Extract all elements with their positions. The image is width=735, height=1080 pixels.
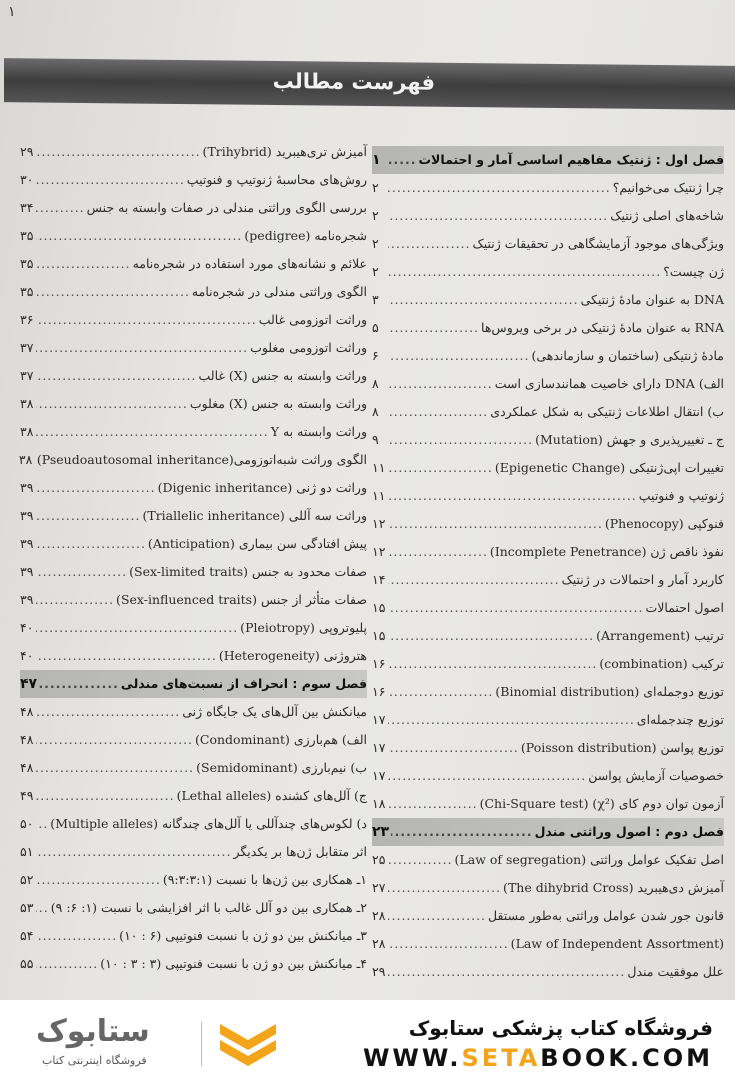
dot-leader bbox=[388, 174, 611, 202]
dot-leader bbox=[36, 502, 140, 530]
toc-left-column bbox=[20, 138, 367, 978]
toc-entry bbox=[20, 558, 367, 586]
toc-entry bbox=[372, 510, 724, 538]
toc-page-number: ۵ bbox=[372, 320, 379, 335]
toc-entry bbox=[20, 614, 367, 642]
toc-entry bbox=[20, 250, 367, 278]
toc-entry bbox=[372, 314, 724, 342]
url-suffix: BOOK.COM bbox=[540, 1044, 713, 1072]
toc-entry-title: اصل تفکیک عوامل وراثتی (Law of segregation) bbox=[454, 852, 724, 867]
toc-entry bbox=[20, 922, 367, 950]
dot-leader bbox=[36, 950, 98, 978]
toc-entry-title: صفات متأثر از جنس (Sex-influenced traits) bbox=[116, 592, 367, 607]
toc-page-number: ۱۵ bbox=[372, 628, 386, 643]
dot-leader bbox=[388, 398, 488, 426]
toc-entry-title: وراثت اتوزومی غالب bbox=[258, 312, 367, 327]
url-accent: SETA bbox=[461, 1044, 541, 1072]
toc-chapter-heading bbox=[372, 818, 724, 846]
dot-leader bbox=[36, 334, 248, 362]
toc-entry bbox=[372, 454, 724, 482]
dot-leader bbox=[36, 530, 146, 558]
dot-leader bbox=[388, 846, 453, 874]
toc-entry-title: کاربرد آمار و احتمالات در ژنتیک bbox=[561, 572, 724, 587]
toc-page-number: ۱۶ bbox=[372, 656, 386, 671]
toc-entry bbox=[20, 418, 367, 446]
toc-entry-title: توزیع چندجمله‌ای bbox=[636, 712, 724, 727]
dot-leader bbox=[36, 222, 242, 250]
toc-entry bbox=[20, 222, 367, 250]
toc-page-number: ۴۰ bbox=[20, 620, 34, 635]
toc-entry-title: ب) نیم‌بارزی (Semidominant) bbox=[196, 760, 367, 775]
toc-entry bbox=[372, 398, 724, 426]
dot-leader bbox=[388, 762, 586, 790]
toc-chapter-heading bbox=[372, 146, 724, 174]
toc-entry bbox=[20, 362, 367, 390]
toc-page-number: ۵۴ bbox=[20, 928, 34, 943]
dot-leader bbox=[388, 538, 488, 566]
toc-entry bbox=[20, 754, 367, 782]
toc-page-number: ۱۷ bbox=[372, 768, 386, 783]
toc-entry bbox=[20, 866, 367, 894]
toc-entry-title: شاخه‌های اصلی ژنتیک bbox=[610, 208, 724, 223]
dot-leader bbox=[36, 278, 190, 306]
toc-page-number: ۵۰ bbox=[20, 816, 34, 831]
toc-page-number: ۳۸ bbox=[18, 452, 33, 467]
dot-leader bbox=[388, 454, 493, 482]
toc-page-number: ۳۷ bbox=[20, 340, 34, 355]
toc-entry-title: ژن چیست؟ bbox=[663, 264, 724, 279]
toc-entry bbox=[372, 202, 724, 230]
toc-page-number: ۳۵ bbox=[20, 228, 34, 243]
dot-leader bbox=[36, 558, 127, 586]
dot-leader bbox=[388, 258, 661, 286]
toc-entry-title: وراثت وابسته به Y bbox=[270, 424, 367, 439]
toc-page-number: ۱۷ bbox=[372, 712, 386, 727]
toc-page-number: ۲۷ bbox=[372, 880, 386, 895]
toc-page-number: ۱ bbox=[372, 152, 381, 168]
toc-page-number: ۳۹ bbox=[20, 480, 34, 495]
dot-leader bbox=[36, 614, 238, 642]
toc-entry-title: DNA به عنوان مادهٔ ژنتیکی bbox=[580, 292, 724, 307]
dot-leader bbox=[36, 810, 48, 838]
toc-page-number: ۳۹ bbox=[20, 508, 34, 523]
toc-entry-title: هتروژنی (Heterogeneity) bbox=[218, 648, 367, 663]
toc-entry-title: بررسی الگوی وراثتی مندلی در صفات وابسته به جنس bbox=[86, 200, 367, 215]
toc-entry-title: مادهٔ ژنتیکی (ساختمان و سازماندهی) bbox=[531, 348, 724, 363]
toc-entry bbox=[20, 334, 367, 362]
toc-entry-title: علائم و نشانه‌های مورد استفاده در شجره‌نامه bbox=[132, 256, 367, 271]
toc-entry-title: الگوی وراثت شبه‌اتوزومی(Pseudoautosomal inheritance) bbox=[36, 452, 367, 467]
dot-leader bbox=[36, 418, 269, 446]
toc-page-number: ۳۰ bbox=[20, 172, 34, 187]
dot-leader bbox=[36, 866, 161, 894]
toc-entry bbox=[20, 446, 367, 474]
dot-leader bbox=[36, 838, 231, 866]
toc-page-number: ۱۸ bbox=[372, 796, 386, 811]
toc-chapter-heading bbox=[20, 670, 367, 698]
toc-page-number: ۱۶ bbox=[372, 684, 386, 699]
toc-page-number: ۳ bbox=[372, 292, 379, 307]
dot-leader bbox=[388, 930, 509, 958]
toc-page-number: ۵۵ bbox=[20, 956, 34, 971]
dot-leader bbox=[36, 726, 193, 754]
dot-leader bbox=[388, 566, 560, 594]
toc-entry-title: ۳ـ میانکنش بین دو ژن با نسبت فنوتیپی (۶ : ۱۰) bbox=[119, 928, 367, 943]
toc-entry bbox=[372, 902, 724, 930]
toc-entry bbox=[372, 790, 724, 818]
toc-entry bbox=[372, 370, 724, 398]
toc-right-column bbox=[372, 146, 724, 986]
toc-entry-title: خصوصیات آزمایش پواسن bbox=[588, 768, 724, 783]
toc-page-number: ۵۲ bbox=[20, 872, 34, 887]
toc-entry bbox=[20, 810, 367, 838]
toc-entry-title: الف) DNA دارای خاصیت همانندسازی است bbox=[494, 376, 724, 391]
toc-entry bbox=[372, 566, 724, 594]
toc-entry-title: توزیع دوجمله‌ای (Binomial distribution) bbox=[495, 684, 724, 699]
toc-entry-title: اصول احتمالات bbox=[645, 600, 724, 615]
toc-entry bbox=[372, 258, 724, 286]
toc-page-number: ۳۸ bbox=[20, 424, 34, 439]
toc-page-number: ۲ bbox=[372, 236, 379, 251]
dot-leader bbox=[388, 874, 501, 902]
dot-leader bbox=[388, 342, 529, 370]
dot-leader bbox=[36, 166, 185, 194]
toc-entry bbox=[372, 174, 724, 202]
toc-entry bbox=[372, 846, 724, 874]
logo-name: ستابوک bbox=[36, 1014, 150, 1049]
dot-leader bbox=[388, 370, 493, 398]
toc-page-number: ۸ bbox=[372, 376, 379, 391]
toc-entry-title: فصل دوم : اصول وراثتی مندل bbox=[534, 824, 724, 839]
dot-leader bbox=[36, 250, 131, 278]
dot-leader bbox=[36, 642, 217, 670]
toc-page-number: ۶ bbox=[372, 348, 379, 363]
toc-page-number: ۵۱ bbox=[20, 844, 34, 859]
toc-entry bbox=[372, 734, 724, 762]
toc-entry bbox=[372, 342, 724, 370]
dot-leader bbox=[36, 782, 175, 810]
toc-entry-title: شجره‌نامه (pedigree) bbox=[244, 228, 367, 243]
toc-page-number: ۳۷ bbox=[20, 368, 34, 383]
toc-entry-title: آمیزش دی‌هیبرید (The dihybrid Cross) bbox=[503, 880, 724, 895]
toc-entry-title: توزیع پواسن (Poisson distribution) bbox=[520, 740, 724, 755]
dot-leader bbox=[388, 202, 608, 230]
dot-leader bbox=[388, 902, 486, 930]
dot-leader bbox=[388, 482, 637, 510]
toc-entry-title: ج) آلل‌های کشنده (Lethal alleles) bbox=[176, 788, 367, 803]
dot-leader bbox=[391, 818, 532, 846]
toc-header-bar bbox=[4, 58, 735, 110]
toc-entry-title: تغییرات اپی‌ژنتیکی (Epigenetic Change) bbox=[494, 460, 724, 475]
toc-entry bbox=[20, 278, 367, 306]
toc-entry-title: ترکیب (combination) bbox=[599, 656, 724, 671]
toc-entry bbox=[372, 622, 724, 650]
dot-leader bbox=[388, 958, 625, 986]
dot-leader bbox=[388, 678, 493, 706]
toc-entry-title: (Law of Independent Assortment) bbox=[510, 936, 724, 951]
dot-leader bbox=[388, 286, 579, 314]
toc-entry-title: وراثت وابسته به جنس (X) غالب bbox=[198, 368, 367, 383]
toc-entry bbox=[20, 698, 367, 726]
toc-entry bbox=[372, 958, 724, 986]
toc-entry-title: ویژگی‌های موجود آزمایشگاهی در تحقیقات ژنتیک bbox=[472, 236, 724, 251]
logo-divider bbox=[201, 1022, 202, 1066]
toc-page-number: ۱۲ bbox=[372, 516, 386, 531]
dot-leader bbox=[388, 706, 635, 734]
dot-leader bbox=[388, 146, 417, 174]
toc-entry-title: روش‌های محاسبهٔ ژنوتیپ و فنوتیپ bbox=[186, 172, 367, 187]
dot-leader bbox=[36, 586, 114, 614]
toc-page-number: ۳۸ bbox=[20, 396, 34, 411]
toc-page-number: ۳۵ bbox=[20, 256, 34, 271]
toc-page-number: ۳۹ bbox=[20, 536, 34, 551]
toc-page-number: ۲ bbox=[372, 264, 379, 279]
toc-entry bbox=[20, 502, 367, 530]
dot-leader bbox=[388, 790, 478, 818]
toc-entry bbox=[372, 538, 724, 566]
logo-subtitle: فروشگاه اینترنتی کتاب bbox=[42, 1054, 147, 1067]
toc-entry bbox=[372, 594, 724, 622]
toc-page-number: ۴۸ bbox=[20, 760, 34, 775]
toc-page-number: ۱۲ bbox=[372, 544, 386, 559]
toc-entry-title: فنوکپی (Phenocopy) bbox=[604, 516, 724, 531]
toc-entry bbox=[20, 726, 367, 754]
dot-leader bbox=[36, 362, 197, 390]
toc-entry-title: ۴ـ میانکنش بین دو ژن با نسبت فنوتیپی (۳ : ۳ : ۱۰) bbox=[100, 956, 367, 971]
toc-page-number: ۲۳ bbox=[372, 824, 390, 840]
toc-entry-title: قانون جور شدن عوامل وراثتی به‌طور مستقل bbox=[488, 908, 724, 923]
toc-page-number: ۲۹ bbox=[20, 144, 34, 159]
dot-leader bbox=[388, 230, 471, 258]
toc-entry-title: نفوذ ناقص ژن (Incomplete Penetrance) bbox=[489, 544, 724, 559]
toc-page-number: ۱۱ bbox=[372, 460, 386, 475]
website-url[interactable] bbox=[363, 1044, 713, 1072]
dot-leader bbox=[36, 754, 194, 782]
toc-page-number: ۴۷ bbox=[20, 676, 38, 692]
toc-entry-title: RNA به عنوان مادهٔ ژنتیکی در برخی ویروس‌ها bbox=[481, 320, 724, 335]
dot-leader bbox=[36, 390, 188, 418]
toc-entry-title: پیش افتادگی سن بیماری (Anticipation) bbox=[147, 536, 367, 551]
toc-page-number: ۴۸ bbox=[20, 704, 34, 719]
toc-entry bbox=[20, 474, 367, 502]
toc-entry bbox=[20, 138, 367, 166]
toc-entry bbox=[372, 930, 724, 958]
toc-entry-title: ج ـ تغییرپذیری و جهش (Mutation) bbox=[535, 432, 724, 447]
toc-entry bbox=[372, 678, 724, 706]
toc-entry bbox=[20, 950, 367, 978]
toc-entry-title: فصل سوم : انحراف از نسبت‌های مندلی bbox=[120, 676, 367, 691]
toc-page-number: ۸ bbox=[372, 404, 379, 419]
page-number: ۱ bbox=[8, 4, 16, 20]
toc-entry bbox=[372, 706, 724, 734]
chevron-logo-icon bbox=[216, 1020, 280, 1068]
toc-page-number: ۴۹ bbox=[20, 788, 34, 803]
toc-entry-title: وراثت دو ژنی (Digenic inheritance) bbox=[157, 480, 367, 495]
toc-entry bbox=[372, 426, 724, 454]
toc-entry-title: ۲ـ همکاری بین دو آلل غالب با اثر افزایشی با نسبت (۱: ۶: ۹) bbox=[50, 900, 367, 915]
toc-entry-title: چرا ژنتیک می‌خوانیم؟ bbox=[612, 180, 724, 195]
toc-page-number: ۳۹ bbox=[20, 564, 34, 579]
toc-page-number: ۲ bbox=[372, 208, 379, 223]
toc-page-number: ۹ bbox=[372, 432, 379, 447]
toc-entry-title: د) لکوس‌های چندآللی یا آلل‌های چندگانه (Multiple alleles) bbox=[50, 816, 367, 831]
toc-page-number: ۳۵ bbox=[20, 284, 34, 299]
setabook-logo bbox=[36, 1014, 286, 1070]
dot-leader bbox=[388, 510, 603, 538]
toc-entry-title: الف) هم‌بارزی (Condominant) bbox=[195, 732, 367, 747]
toc-page-number: ۲ bbox=[372, 180, 379, 195]
dot-leader bbox=[388, 594, 643, 622]
toc-entry bbox=[372, 230, 724, 258]
toc-page-number: ۱۷ bbox=[372, 740, 386, 755]
toc-page-number: ۲۹ bbox=[372, 964, 386, 979]
toc-page-number: ۳۶ bbox=[20, 312, 34, 327]
dot-leader bbox=[388, 650, 597, 678]
toc-entry bbox=[20, 390, 367, 418]
toc-entry-title: وراثت اتوزومی مغلوب bbox=[250, 340, 367, 355]
toc-entry bbox=[372, 650, 724, 678]
toc-entry-title: ۱ـ همکاری بین ژن‌ها با نسبت (۹:۳:۳:۱) bbox=[162, 872, 367, 887]
toc-entry bbox=[20, 586, 367, 614]
toc-entry-title: الگوی وراثتی مندلی در شجره‌نامه bbox=[191, 284, 367, 299]
toc-entry bbox=[372, 874, 724, 902]
toc-page-number: ۲۸ bbox=[372, 936, 386, 951]
toc-entry bbox=[20, 894, 367, 922]
toc-page-number: ۱۵ bbox=[372, 600, 386, 615]
toc-page-number: ۵۳ bbox=[20, 900, 34, 915]
toc-page-number: ۳۴ bbox=[20, 200, 34, 215]
toc-page-number: ۴۸ bbox=[20, 732, 34, 747]
toc-entry-title: ژنوتیپ و فنوتیپ bbox=[638, 488, 724, 503]
toc-entry bbox=[20, 838, 367, 866]
toc-entry bbox=[20, 642, 367, 670]
watermark-footer bbox=[0, 1000, 735, 1080]
toc-page-number: ۱۱ bbox=[372, 488, 386, 503]
toc-entry-title: صفات محدود به جنس (Sex-limited traits) bbox=[129, 564, 367, 579]
toc-entry bbox=[20, 530, 367, 558]
dot-leader bbox=[36, 894, 49, 922]
toc-entry-title: علل موفقیت مندل bbox=[627, 964, 724, 979]
page-title: فهرست مطالب bbox=[272, 68, 435, 95]
dot-leader bbox=[36, 194, 85, 222]
toc-page-number: ۲۸ bbox=[372, 908, 386, 923]
toc-page-number: ۳۹ bbox=[20, 592, 34, 607]
toc-entry bbox=[20, 782, 367, 810]
toc-page-number: ۴۰ bbox=[20, 648, 34, 663]
dot-leader bbox=[36, 306, 257, 334]
toc-entry-title: وراثت سه آللی (Triallelic inheritance) bbox=[142, 508, 367, 523]
toc-entry bbox=[372, 762, 724, 790]
toc-entry bbox=[372, 482, 724, 510]
toc-entry bbox=[20, 166, 367, 194]
toc-entry-title: آمیزش تری‌هیبرید (Trihybrid) bbox=[202, 144, 367, 159]
toc-entry-title: فصل اول : ژنتیک مفاهیم اساسی آمار و احتمالات bbox=[418, 152, 724, 167]
dot-leader bbox=[36, 474, 156, 502]
dot-leader bbox=[36, 698, 180, 726]
toc-page-number: ۲۵ bbox=[372, 852, 386, 867]
dot-leader bbox=[36, 138, 201, 166]
toc-entry bbox=[372, 286, 724, 314]
toc-page-number: ۱۴ bbox=[372, 572, 386, 587]
toc-entry-title: پلیوتروپی (Pleiotropy) bbox=[240, 620, 367, 635]
toc-entry-title: اثر متقابل ژن‌ها بر یکدیگر bbox=[233, 844, 367, 859]
toc-entry-title: ب) انتقال اطلاعات ژنتیکی به شکل عملکردی bbox=[490, 404, 724, 419]
toc-entry-title: ترتیب (Arrangement) bbox=[596, 628, 724, 643]
dot-leader bbox=[388, 314, 479, 342]
dot-leader bbox=[36, 922, 117, 950]
url-prefix: WWW. bbox=[362, 1044, 462, 1072]
dot-leader bbox=[388, 734, 519, 762]
toc-entry bbox=[20, 194, 367, 222]
dot-leader bbox=[39, 670, 119, 698]
shop-name: فروشگاه کتاب پزشکی ستابوک bbox=[408, 1016, 713, 1040]
toc-entry bbox=[20, 306, 367, 334]
dot-leader bbox=[388, 622, 594, 650]
toc-entry-title: وراثت وابسته به جنس (X) مغلوب bbox=[189, 396, 367, 411]
toc-entry-title: میانکنش بین آلل‌های یک جایگاه ژنی bbox=[182, 704, 367, 719]
toc-entry-title: آزمون توان دوم کای (χ²) (Chi-Square test) bbox=[479, 796, 724, 811]
dot-leader bbox=[388, 426, 533, 454]
